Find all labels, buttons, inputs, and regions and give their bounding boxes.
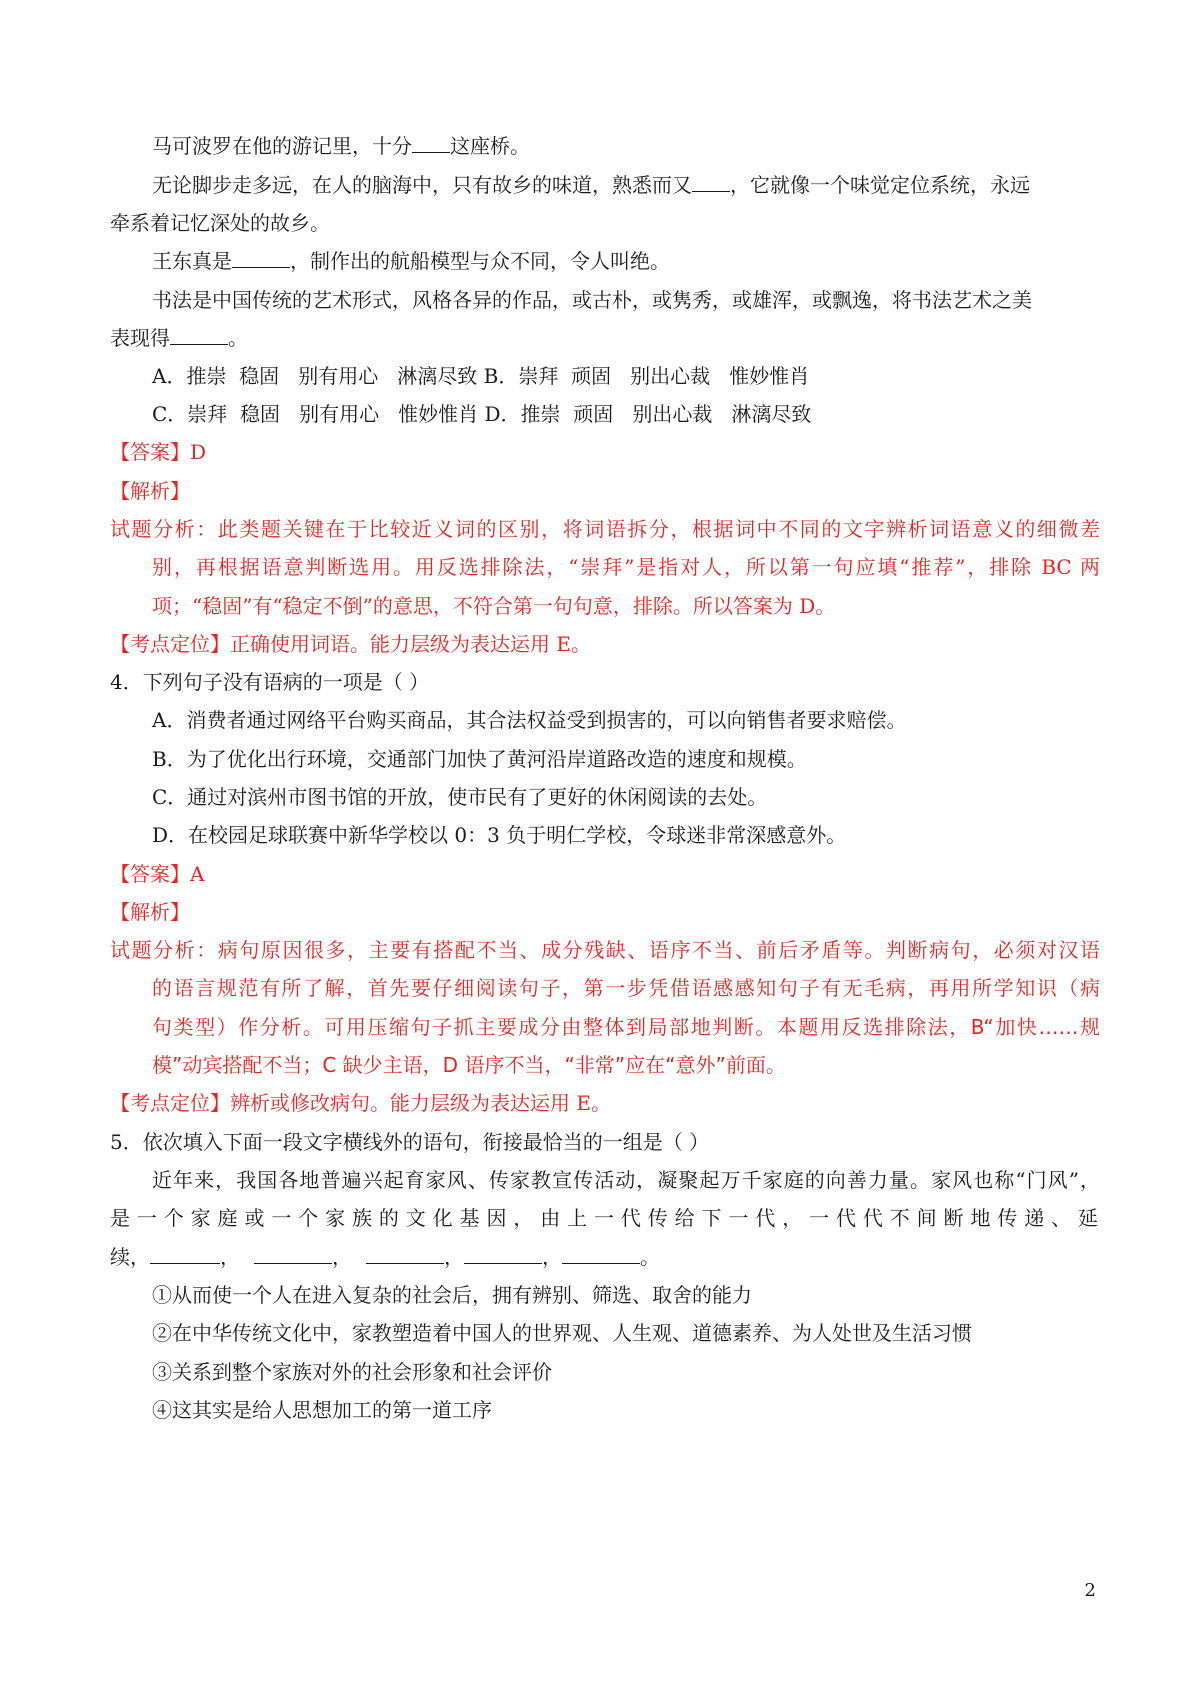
- blank-line: [150, 1243, 220, 1264]
- q3-point: 【考点定位】正确使用词语。能力层级为表达运用 E。: [110, 632, 591, 656]
- q3-analysis-line-3: 项；“稳固”有“稳定不倒”的意思，不符合第一句句意，排除。所以答案为 D。: [152, 594, 836, 618]
- sentence-text: ，它就像一个味觉定位系统，永远: [730, 173, 1030, 197]
- q3-sentence-2: [152, 171, 1100, 199]
- page-number: 2: [1084, 1580, 1096, 1601]
- q3-sentence-2-cont: 牵系着记忆深处的故乡。: [110, 211, 330, 235]
- q5-item-1: ①从而使一个人在进入复杂的社会后，拥有辨别、筛选、取舍的能力: [152, 1283, 752, 1307]
- sentence-text: 续，: [110, 1245, 150, 1269]
- sentence-text: 这座桥。: [450, 134, 530, 158]
- q4-option-d: D．在校园足球联赛中新华学校以 0：3 负于明仁学校，令球迷非常深感意外。: [152, 823, 847, 847]
- q5-passage-line-3: 续， ， ， ， ， 。: [110, 1245, 660, 1269]
- q5-item-2: ②在中华传统文化中，家教塑造着中国人的世界观、人生观、道德素养、为人处世及生活习惯: [152, 1321, 972, 1345]
- blank-line: [170, 324, 228, 345]
- blank-line: [412, 132, 450, 153]
- q3-answer: 【答案】D: [110, 440, 207, 464]
- blank-line: [692, 171, 730, 192]
- q3-sentence-1: [152, 132, 1100, 160]
- sentence-text: 表现得: [110, 326, 170, 350]
- q5-item-4: ④这其实是给人思想加工的第一道工序: [152, 1398, 492, 1422]
- q3-options-row-2: C．崇拜 稳固 别有用心 惟妙惟肖 D．推崇 顽固 别出心裁 淋漓尽致: [152, 402, 812, 426]
- q5-passage-line-1: 近年来，我国各地普遍兴起育家风、传家教宣传活动，凝聚起万千家庭的向善力量。家风也称“门风”，: [152, 1168, 1100, 1192]
- q3-sentence-4-cont: [110, 324, 1100, 352]
- q4-option-b: B．为了优化出行环境，交通部门加快了黄河沿岸道路改造的速度和规模。: [152, 747, 807, 771]
- q4-analysis-line-4: 模”动宾搭配不当；C 缺少主语，D 语序不当，“非常”应在“意外”前面。: [152, 1053, 786, 1077]
- q4-analysis-line-2: 的语言规范有所了解，首先要仔细阅读句子，第一步凭借语感感知句子有无毛病，再用所学知识（病: [152, 976, 1100, 1000]
- q3-analysis-line-1: 试题分析：此类题关键在于比较近义词的区别，将词语拆分，根据词中不同的文字辨析词语意义的细微差: [110, 517, 1100, 541]
- q4-point: 【考点定位】辨析或修改病句。能力层级为表达运用 E。: [110, 1091, 611, 1115]
- q4-option-a: A．消费者通过网络平台购买商品，其合法权益受到损害的，可以向销售者要求赔偿。: [152, 708, 907, 732]
- sentence-text: ，制作出的航船模型与众不同，令人叫绝。: [290, 249, 670, 273]
- blank-line: [254, 1243, 332, 1264]
- q4-stem: 4．下列句子没有语病的一项是（ ）: [110, 670, 430, 694]
- q5-stem: 5．依次填入下面一段文字横线外的语句，衔接最恰当的一组是（ ）: [110, 1130, 710, 1154]
- blank-line: [366, 1243, 444, 1264]
- sentence-text: 。: [640, 1245, 660, 1269]
- q4-analysis-label: 【解析】: [110, 900, 190, 924]
- q4-option-c: C．通过对滨州市图书馆的开放，使市民有了更好的休闲阅读的去处。: [152, 785, 768, 809]
- q4-analysis-line-1: 试题分析：病句原因很多，主要有搭配不当、成分残缺、语序不当、前后矛盾等。判断病句，必须对汉语: [110, 938, 1100, 962]
- sentence-text: 马可波罗在他的游记里，十分: [152, 134, 412, 158]
- q5-item-3: ③关系到整个家族对外的社会形象和社会评价: [152, 1360, 552, 1384]
- q5-passage-line-2: 是一个家庭或一个家族的文化基因，由上一代传给下一代，一代代不间断地传递、延: [110, 1206, 1100, 1230]
- blank-line: [232, 247, 290, 268]
- q3-analysis-line-2: 别，再根据语意判断选用。用反选排除法，“崇拜”是指对人，所以第一句应填“推荐”，排除 BC 两: [152, 555, 1100, 579]
- q4-answer: 【答案】A: [110, 862, 205, 886]
- blank-line: [562, 1243, 640, 1264]
- blank-line: [464, 1243, 542, 1264]
- sentence-text: 王东真是: [152, 249, 232, 273]
- q4-analysis-line-3: 句类型）作分析。可用压缩句子抓主要成分由整体到局部地判断。本题用反选排除法，B“加快……规: [152, 1015, 1100, 1039]
- sentence-text: 无论脚步走多远，在人的脑海中，只有故乡的味道，熟悉而又: [152, 173, 692, 197]
- q3-sentence-4: 书法是中国传统的艺术形式，风格各异的作品，或古朴，或隽秀，或雄浑，或飘逸，将书法艺术之美: [152, 288, 1032, 312]
- sentence-text: 。: [228, 326, 248, 350]
- q3-options-row-1: A．推崇 稳固 别有用心 淋漓尽致 B．崇拜 顽固 别出心裁 惟妙惟肖: [152, 364, 810, 388]
- q3-analysis-label: 【解析】: [110, 479, 190, 503]
- q3-sentence-3: [152, 247, 1100, 275]
